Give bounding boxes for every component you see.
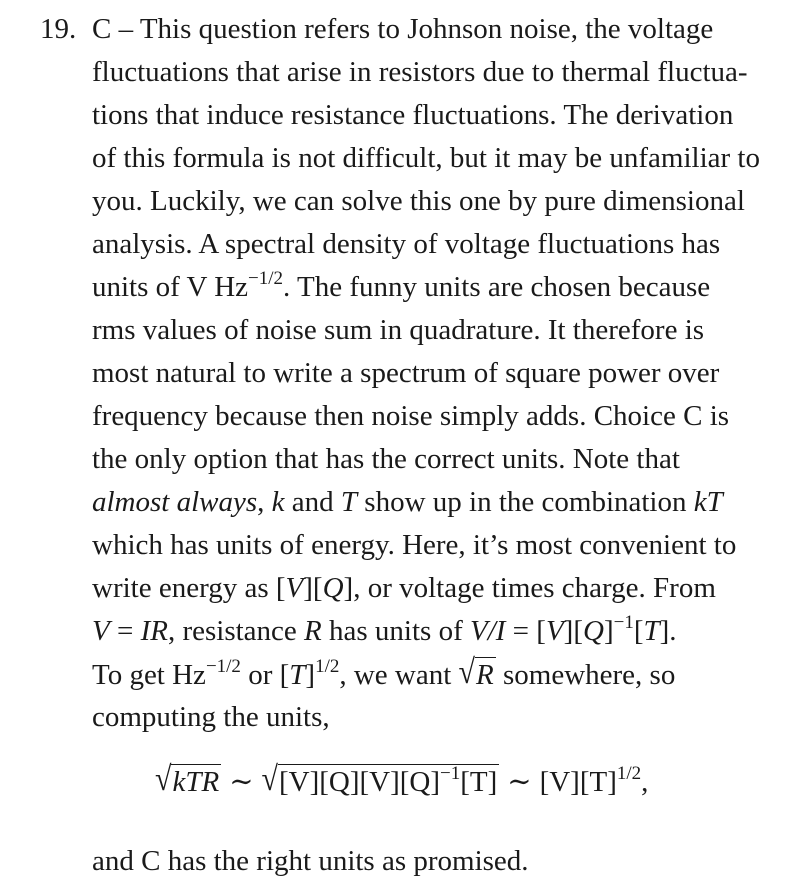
symbol-k: k	[271, 486, 285, 518]
equals: =	[109, 615, 141, 647]
line-15-m: [	[633, 615, 644, 647]
line-7-post: . The funny units are chosen because	[283, 271, 711, 303]
line-16-sup1: −1/2	[205, 656, 241, 677]
sqrt-R	[458, 652, 496, 692]
line-4: of this formula is not difficult, but it may be unfamiliar to	[92, 142, 760, 174]
line-6: analysis. A spectral density of voltage fluctuations has	[92, 228, 721, 260]
line-8: rms values of noise sum in quadrature. It therefore is	[92, 314, 705, 346]
line-16-sup2: 1/2	[315, 656, 340, 677]
line-16-c: ]	[305, 659, 316, 691]
symbol-IR: IR	[140, 615, 168, 647]
line-14-a: write energy as [	[92, 572, 286, 604]
line-1-text: This question refers to Johnson noise, the voltage	[133, 13, 714, 45]
line-14-b: ][	[303, 572, 323, 604]
line-17: computing the units,	[92, 701, 330, 733]
tilde-2: ∼	[507, 766, 532, 798]
line-3: tions that induce resistance fluctuations. The derivation	[92, 99, 734, 131]
symbol-T: T	[643, 615, 660, 647]
symbol-V-over-I: V/I	[469, 615, 506, 647]
question-number: 19.	[40, 13, 77, 45]
line-7	[92, 270, 710, 308]
radical-sign-icon: √	[458, 652, 476, 691]
line-7-pre: units of V Hz	[92, 271, 249, 303]
symbol-Q: Q	[582, 615, 604, 647]
line-15-l: ]	[603, 615, 614, 647]
closing-line: and C has the right units as promised.	[92, 845, 529, 877]
line-12-b: and	[284, 486, 341, 518]
line-15-o: ].	[659, 615, 677, 647]
line-15-sup: −1	[613, 612, 634, 633]
symbol-kT: kT	[693, 486, 723, 518]
dash: –	[118, 13, 134, 45]
equation-mid: [V][Q][V][Q]	[278, 766, 440, 798]
line-1	[92, 12, 713, 46]
display-equation	[155, 759, 649, 803]
symbol-V: V	[545, 615, 564, 647]
line-13: which has units of energy. Here, it’s most convenient to	[92, 529, 737, 561]
symbol-V: V	[285, 572, 304, 604]
line-16-b: or [	[240, 659, 290, 691]
line-15-f: has units of	[321, 615, 470, 647]
line-15	[92, 614, 677, 652]
line-15-h: = [	[505, 615, 546, 647]
line-10: frequency because then noise simply adds. Choice C is	[92, 400, 730, 432]
symbol-V: V	[92, 615, 110, 647]
sqrt-kTR	[155, 759, 221, 799]
line-14	[92, 571, 716, 605]
symbol-R: R	[304, 615, 322, 647]
sqrt-units	[261, 759, 500, 801]
line-15-d: , resistance	[167, 615, 305, 647]
equation-mid-sup: −1	[440, 763, 461, 784]
emphasis-almost-always: almost always	[92, 486, 258, 518]
tilde-1: ∼	[229, 766, 254, 798]
symbol-T: T	[289, 659, 306, 691]
equation-mid-end: [T]	[460, 766, 498, 798]
answer-letter: C	[92, 13, 112, 45]
line-12-c: show up in the combination	[357, 486, 694, 518]
sqrt-R-radicand: R	[476, 659, 494, 691]
equation-rhs-sup: 1/2	[616, 763, 642, 784]
line-16-d: , we want	[339, 659, 459, 691]
line-16-e: somewhere, so	[495, 659, 676, 691]
line-2: fluctuations that arise in resistors due to thermal fluctua-	[92, 56, 748, 88]
units-radicand	[278, 764, 499, 801]
radical-sign-icon: √	[155, 759, 172, 798]
line-16-a: To get Hz	[92, 659, 206, 691]
line-14-c: ], or voltage times charge. From	[343, 572, 716, 604]
line-12	[92, 485, 723, 519]
line-5: you. Luckily, we can solve this one by pure dimensional	[92, 185, 745, 217]
radical-sign-icon: √	[261, 759, 278, 798]
line-7-sup: −1/2	[248, 268, 284, 289]
line-15-j: ][	[563, 615, 583, 647]
line-12-a: ,	[257, 486, 272, 518]
equation-rhs-end: ,	[641, 766, 649, 798]
symbol-T: T	[340, 486, 358, 518]
line-11: the only option that has the correct units. Note that	[92, 443, 680, 475]
symbol-Q: Q	[322, 572, 344, 604]
line-9: most natural to write a spectrum of square power over	[92, 357, 720, 389]
line-16	[92, 652, 676, 696]
equation-lhs: kTR	[172, 766, 220, 798]
equation-rhs: [V][T]	[539, 766, 617, 798]
